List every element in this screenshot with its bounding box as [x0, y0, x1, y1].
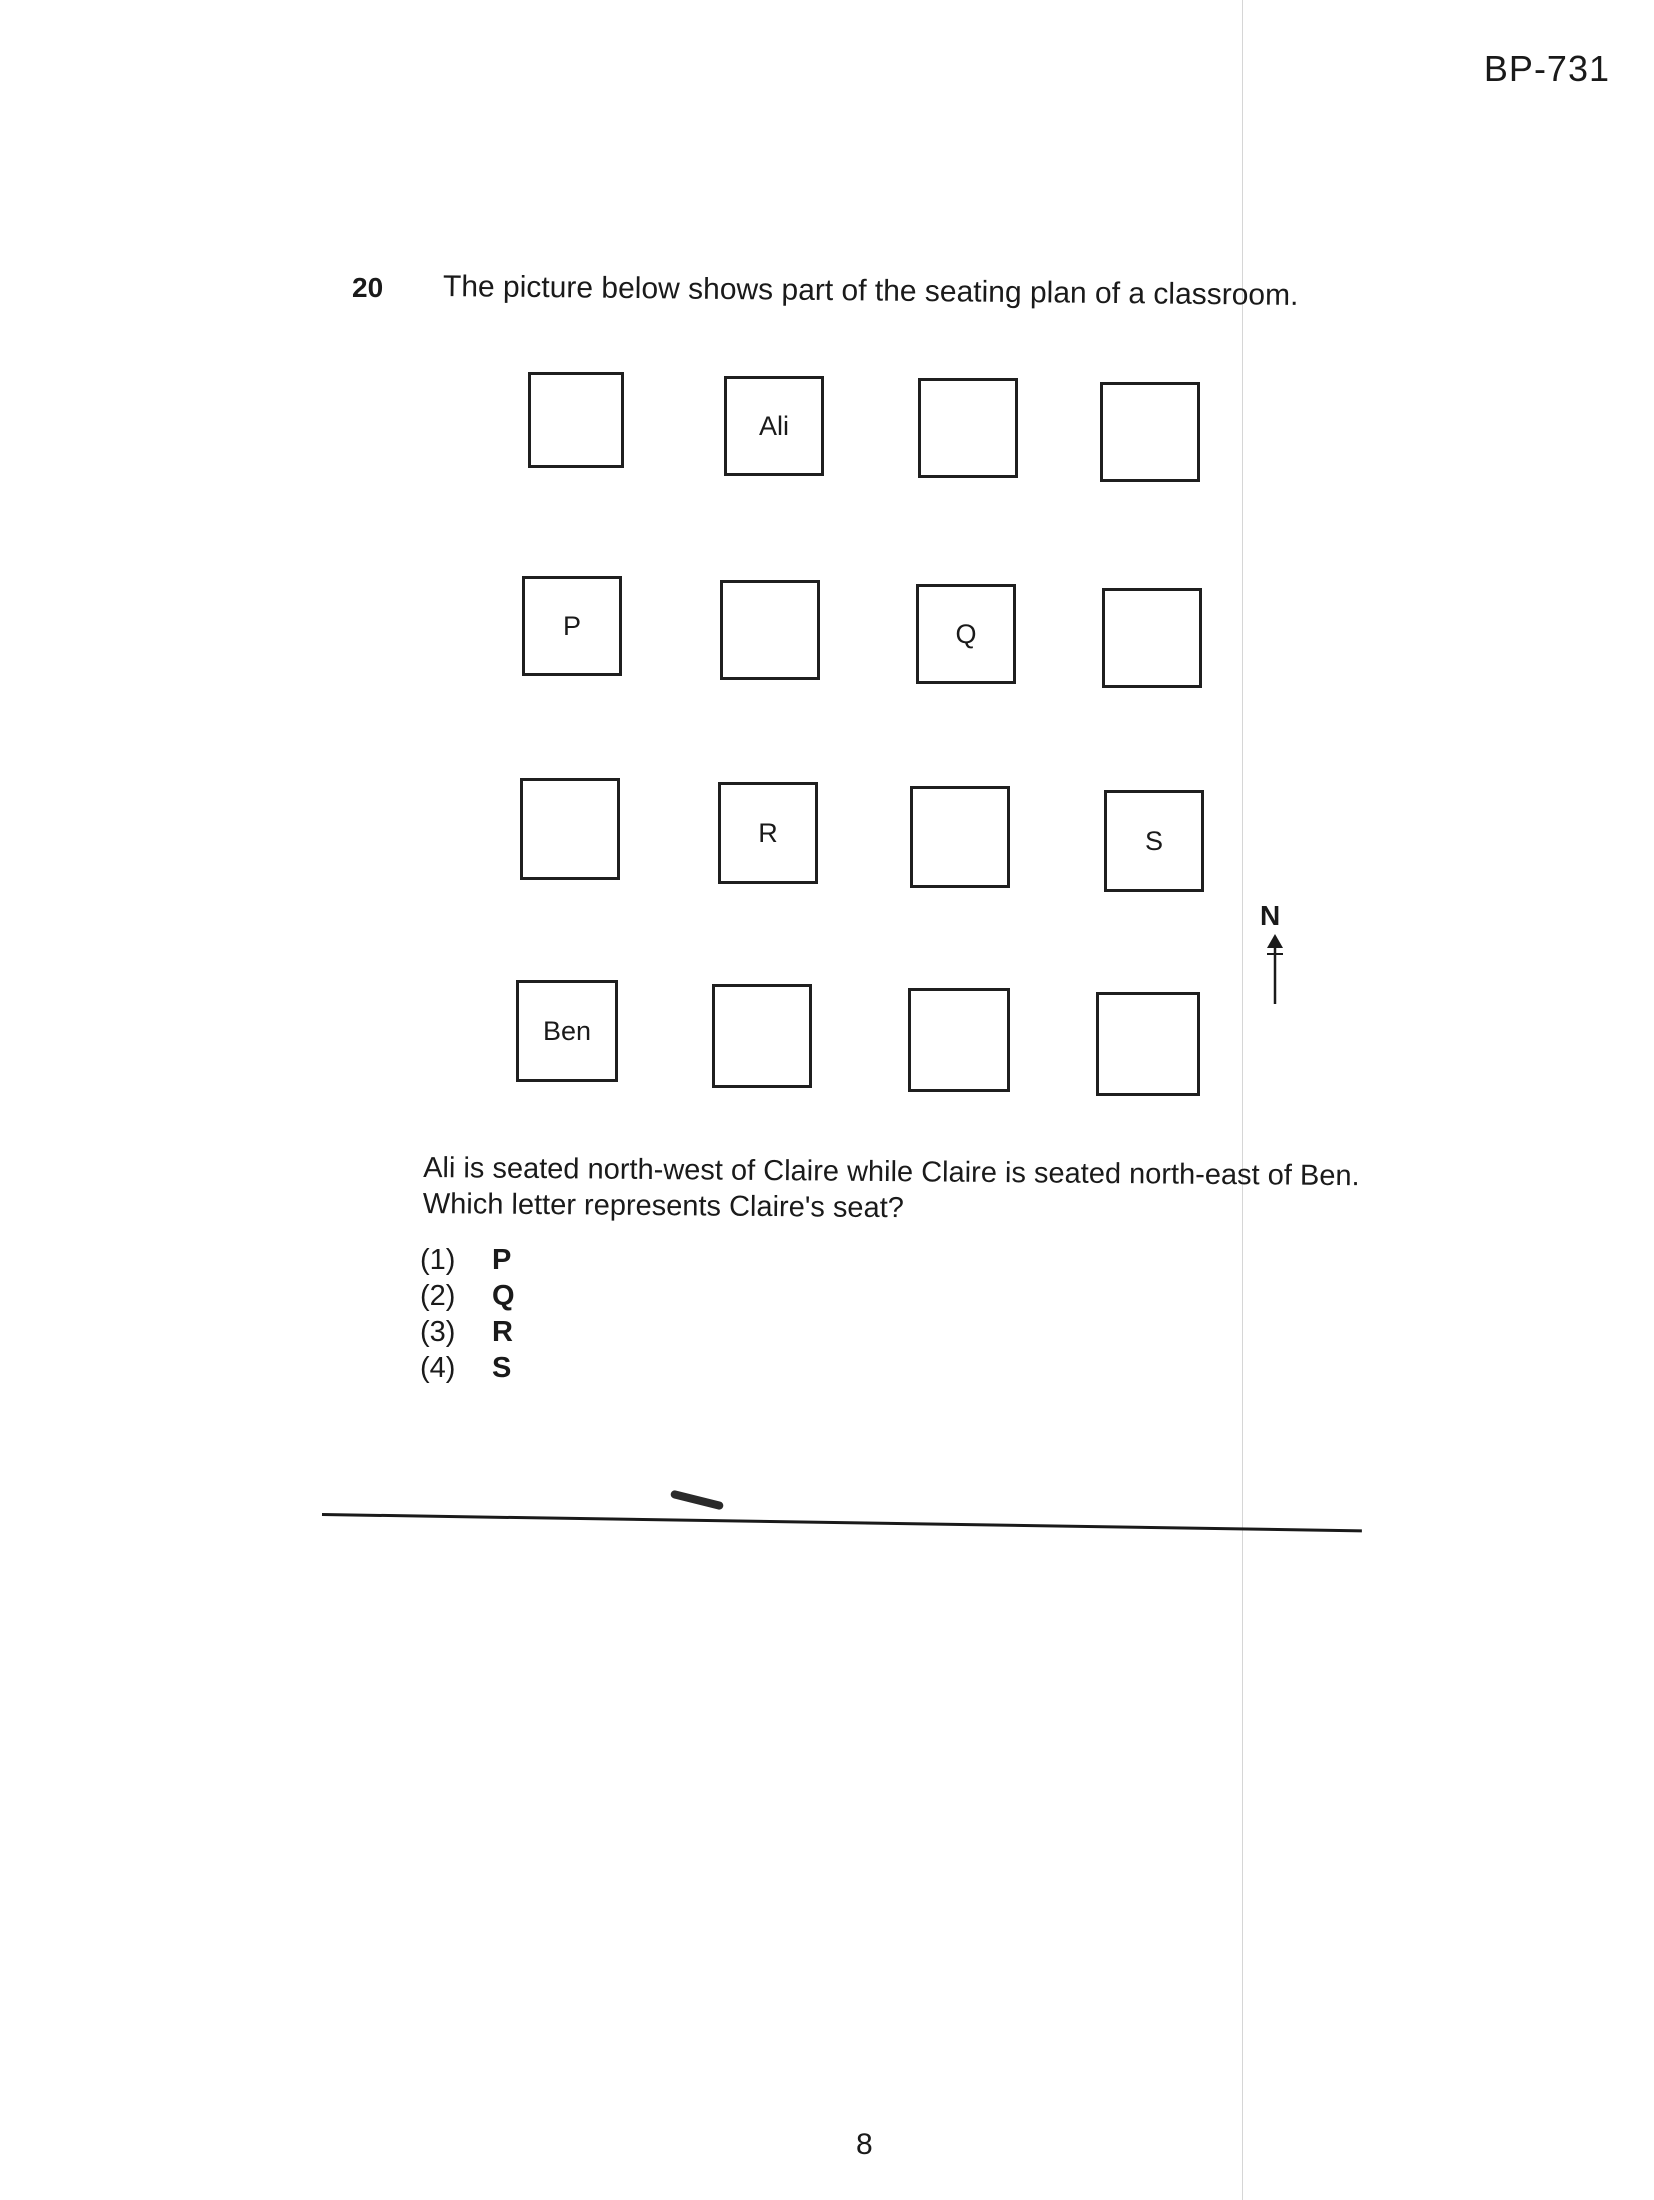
option-number: (3) — [420, 1315, 456, 1348]
page-number: 8 — [856, 2128, 873, 2161]
seat-r3-c3 — [910, 786, 1010, 888]
answer-options — [420, 1242, 515, 1386]
seat-r2-c3: Q — [916, 584, 1016, 684]
option-3[interactable] — [420, 1314, 515, 1350]
option-2[interactable] — [420, 1278, 515, 1314]
question-body — [423, 1150, 1360, 1230]
seat-r1-c2: Ali — [724, 376, 824, 476]
option-number: (2) — [420, 1279, 456, 1312]
seat-r2-c1: P — [522, 576, 622, 676]
seat-r4-c1: Ben — [516, 980, 618, 1082]
north-compass — [1258, 900, 1298, 1010]
page-code: BP-731 — [1483, 48, 1610, 89]
seat-r1-c4 — [1100, 382, 1200, 482]
section-divider — [322, 1513, 1362, 1532]
seat-r1-c1 — [528, 372, 624, 468]
seat-r3-c4: S — [1104, 790, 1204, 892]
seat-r4-c3 — [908, 988, 1010, 1092]
seat-r4-c4 — [1096, 992, 1200, 1096]
question-stem: The picture below shows part of the seating plan of a classroom. — [442, 270, 1299, 312]
seat-r2-c4 — [1102, 588, 1202, 688]
question-line-2: Which letter represents Claire's seat? — [422, 1187, 904, 1225]
option-number: (1) — [420, 1243, 456, 1276]
seat-r3-c2: R — [718, 782, 818, 884]
seat-r2-c2 — [720, 580, 820, 680]
option-letter: P — [492, 1243, 512, 1276]
seat-r3-c1 — [520, 778, 620, 880]
option-number: (4) — [420, 1351, 456, 1384]
seat-r1-c3 — [918, 378, 1018, 478]
question-number: 20 — [352, 272, 384, 303]
seat-r4-c2 — [712, 984, 812, 1088]
option-letter: S — [492, 1351, 512, 1384]
option-letter: Q — [492, 1279, 515, 1312]
question-line-1: Ali is seated north-west of Claire while Claire is seated north-east of Ben. — [423, 1152, 1360, 1193]
option-4[interactable] — [420, 1350, 515, 1386]
scan-fold-line — [1242, 0, 1243, 2200]
compass-north-label: N — [1260, 900, 1281, 931]
north-arrow-icon — [1264, 934, 1286, 1004]
option-1[interactable] — [420, 1242, 515, 1278]
pen-mark — [670, 1490, 724, 1511]
option-letter: R — [492, 1315, 513, 1348]
